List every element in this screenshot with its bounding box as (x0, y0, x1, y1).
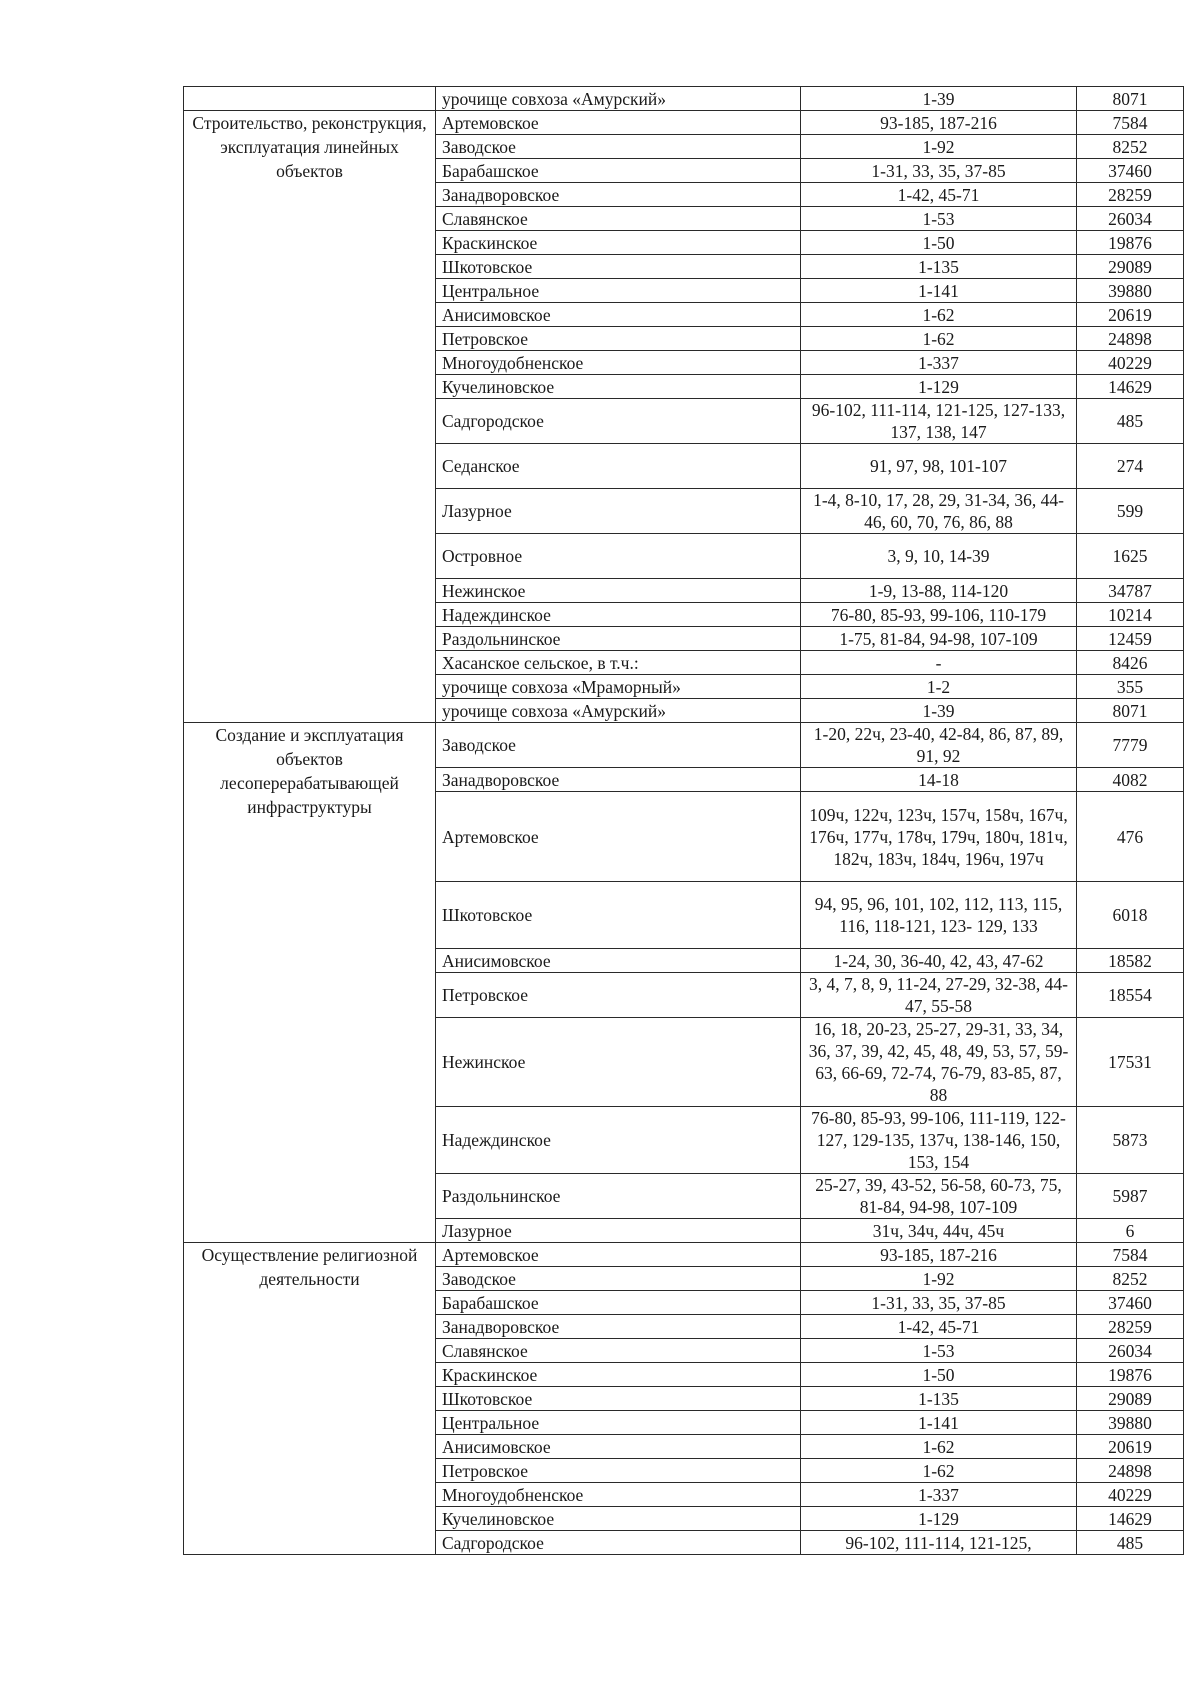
forestry-cell: Барабашское (436, 159, 801, 183)
area-cell: 34787 (1077, 579, 1184, 603)
quarters-cell: 76-80, 85-93, 99-106, 111-119, 122-127, 129-135, 137ч, 138-146, 150, 153, 154 (801, 1107, 1077, 1174)
forestry-cell: Центральное (436, 1411, 801, 1435)
quarters-cell: 1-42, 45-71 (801, 183, 1077, 207)
quarters-cell: 1-92 (801, 135, 1077, 159)
quarters-cell: 96-102, 111-114, 121-125, 127-133, 137, 138, 147 (801, 399, 1077, 444)
forestry-cell: урочище совхоза «Мраморный» (436, 675, 801, 699)
table-body (184, 87, 1184, 1555)
area-cell: 37460 (1077, 1291, 1184, 1315)
area-cell: 40229 (1077, 351, 1184, 375)
quarters-cell: 1-141 (801, 1411, 1077, 1435)
forestry-cell: Артемовское (436, 792, 801, 882)
area-cell: 26034 (1077, 207, 1184, 231)
quarters-cell: 91, 97, 98, 101-107 (801, 444, 1077, 489)
area-cell: 12459 (1077, 627, 1184, 651)
forestry-cell: Шкотовское (436, 882, 801, 949)
forestry-cell: Занадворовское (436, 1315, 801, 1339)
quarters-cell: 1-141 (801, 279, 1077, 303)
quarters-cell: 1-337 (801, 351, 1077, 375)
quarters-cell: 1-42, 45-71 (801, 1315, 1077, 1339)
forestry-cell: Надеждинское (436, 1107, 801, 1174)
table-row (184, 1243, 1184, 1267)
area-cell: 24898 (1077, 327, 1184, 351)
forestry-cell: Занадворовское (436, 768, 801, 792)
quarters-cell: 1-75, 81-84, 94-98, 107-109 (801, 627, 1077, 651)
area-cell: 8426 (1077, 651, 1184, 675)
area-cell: 18582 (1077, 949, 1184, 973)
quarters-cell: 76-80, 85-93, 99-106, 110-179 (801, 603, 1077, 627)
use-type-label: Создание и эксплуатация объектов лесоперерабатывающей инфраструктуры (215, 725, 404, 817)
area-cell: 8252 (1077, 1267, 1184, 1291)
area-cell: 355 (1077, 675, 1184, 699)
forestry-cell: Шкотовское (436, 1387, 801, 1411)
forestry-cell: Нежинское (436, 579, 801, 603)
quarters-cell: 1-337 (801, 1483, 1077, 1507)
area-cell: 6 (1077, 1219, 1184, 1243)
area-cell: 485 (1077, 1531, 1184, 1555)
forestry-cell: Многоудобненское (436, 351, 801, 375)
quarters-cell: 1-62 (801, 1435, 1077, 1459)
forestry-cell: Краскинское (436, 1363, 801, 1387)
use-type-cell (184, 111, 436, 723)
quarters-cell: 31ч, 34ч, 44ч, 45ч (801, 1219, 1077, 1243)
use-type-label: Строительство, реконструкция, эксплуатация линейных объектов (192, 113, 427, 181)
quarters-cell: 1-4, 8-10, 17, 28, 29, 31-34, 36, 44-46, 60, 70, 76, 86, 88 (801, 489, 1077, 534)
area-cell: 7779 (1077, 723, 1184, 768)
area-cell: 18554 (1077, 973, 1184, 1018)
area-cell: 485 (1077, 399, 1184, 444)
quarters-cell: 1-24, 30, 36-40, 42, 43, 47-62 (801, 949, 1077, 973)
forestry-cell: Надеждинское (436, 603, 801, 627)
quarters-cell: 1-62 (801, 1459, 1077, 1483)
forestry-cell: Анисимовское (436, 1435, 801, 1459)
forestry-cell: урочище совхоза «Амурский» (436, 699, 801, 723)
area-cell: 4082 (1077, 768, 1184, 792)
forestry-cell: Садгородское (436, 399, 801, 444)
forestry-cell: Анисимовское (436, 303, 801, 327)
area-cell: 476 (1077, 792, 1184, 882)
forest-use-table (183, 86, 1184, 1555)
quarters-cell: 1-20, 22ч, 23-40, 42-84, 86, 87, 89, 91, 92 (801, 723, 1077, 768)
quarters-cell: 14-18 (801, 768, 1077, 792)
quarters-cell: 93-185, 187-216 (801, 111, 1077, 135)
quarters-cell: 94, 95, 96, 101, 102, 112, 113, 115, 116, 118-121, 123- 129, 133 (801, 882, 1077, 949)
area-cell: 29089 (1077, 1387, 1184, 1411)
quarters-cell: - (801, 651, 1077, 675)
area-cell: 6018 (1077, 882, 1184, 949)
area-cell: 10214 (1077, 603, 1184, 627)
area-cell: 7584 (1077, 111, 1184, 135)
area-cell: 8252 (1077, 135, 1184, 159)
area-cell: 17531 (1077, 1018, 1184, 1107)
forestry-cell: Хасанское сельское, в т.ч.: (436, 651, 801, 675)
area-cell: 28259 (1077, 1315, 1184, 1339)
area-cell: 26034 (1077, 1339, 1184, 1363)
quarters-cell: 1-39 (801, 699, 1077, 723)
area-cell: 14629 (1077, 1507, 1184, 1531)
quarters-cell: 93-185, 187-216 (801, 1243, 1077, 1267)
quarters-cell: 1-53 (801, 1339, 1077, 1363)
forestry-cell: Петровское (436, 973, 801, 1018)
forestry-cell: Садгородское (436, 1531, 801, 1555)
area-cell: 8071 (1077, 87, 1184, 111)
use-type-label: Осуществление религиозной деятельности (201, 1245, 418, 1289)
quarters-cell: 1-53 (801, 207, 1077, 231)
forestry-cell: Центральное (436, 279, 801, 303)
area-cell: 5987 (1077, 1174, 1184, 1219)
area-cell: 29089 (1077, 255, 1184, 279)
area-cell: 24898 (1077, 1459, 1184, 1483)
forestry-cell: Краскинское (436, 231, 801, 255)
area-cell: 1625 (1077, 534, 1184, 579)
forestry-cell: Занадворовское (436, 183, 801, 207)
table-row (184, 111, 1184, 135)
quarters-cell: 1-31, 33, 35, 37-85 (801, 159, 1077, 183)
forestry-cell: Раздольнинское (436, 627, 801, 651)
area-cell: 599 (1077, 489, 1184, 534)
quarters-cell: 1-9, 13-88, 114-120 (801, 579, 1077, 603)
quarters-cell: 1-62 (801, 303, 1077, 327)
area-cell: 28259 (1077, 183, 1184, 207)
area-cell: 19876 (1077, 1363, 1184, 1387)
quarters-cell: 1-2 (801, 675, 1077, 699)
table-row (184, 87, 1184, 111)
quarters-cell: 109ч, 122ч, 123ч, 157ч, 158ч, 167ч, 176ч, 177ч, 178ч, 179ч, 180ч, 181ч, 182ч, 183ч, 184ч, 196ч, 197ч (801, 792, 1077, 882)
forestry-cell: Кучелиновское (436, 1507, 801, 1531)
quarters-cell: 1-129 (801, 1507, 1077, 1531)
forestry-cell: Островное (436, 534, 801, 579)
quarters-cell: 1-50 (801, 231, 1077, 255)
area-cell: 39880 (1077, 279, 1184, 303)
area-cell: 8071 (1077, 699, 1184, 723)
forestry-cell: Кучелиновское (436, 375, 801, 399)
forestry-cell: Петровское (436, 327, 801, 351)
forestry-cell: Заводское (436, 135, 801, 159)
forestry-cell: Седанское (436, 444, 801, 489)
quarters-cell: 1-129 (801, 375, 1077, 399)
forestry-cell: Лазурное (436, 1219, 801, 1243)
area-cell: 7584 (1077, 1243, 1184, 1267)
use-type-cell (184, 87, 436, 111)
quarters-cell: 1-39 (801, 87, 1077, 111)
forestry-cell: Славянское (436, 1339, 801, 1363)
forestry-cell: Анисимовское (436, 949, 801, 973)
quarters-cell: 16, 18, 20-23, 25-27, 29-31, 33, 34, 36, 37, 39, 42, 45, 48, 49, 53, 57, 59-63, 66-69, 72-74, 76-79, 83-85, 87, 88 (801, 1018, 1077, 1107)
quarters-cell: 96-102, 111-114, 121-125, (801, 1531, 1077, 1555)
area-cell: 5873 (1077, 1107, 1184, 1174)
area-cell: 20619 (1077, 303, 1184, 327)
area-cell: 14629 (1077, 375, 1184, 399)
area-cell: 39880 (1077, 1411, 1184, 1435)
quarters-cell: 1-135 (801, 255, 1077, 279)
quarters-cell: 1-92 (801, 1267, 1077, 1291)
use-type-cell (184, 1243, 436, 1555)
forestry-cell: Петровское (436, 1459, 801, 1483)
quarters-cell: 1-135 (801, 1387, 1077, 1411)
quarters-cell: 3, 9, 10, 14-39 (801, 534, 1077, 579)
area-cell: 19876 (1077, 231, 1184, 255)
use-type-cell (184, 723, 436, 1243)
table-row (184, 723, 1184, 768)
quarters-cell: 3, 4, 7, 8, 9, 11-24, 27-29, 32-38, 44-47, 55-58 (801, 973, 1077, 1018)
quarters-cell: 25-27, 39, 43-52, 56-58, 60-73, 75, 81-84, 94-98, 107-109 (801, 1174, 1077, 1219)
area-cell: 20619 (1077, 1435, 1184, 1459)
quarters-cell: 1-31, 33, 35, 37-85 (801, 1291, 1077, 1315)
forestry-cell: Лазурное (436, 489, 801, 534)
quarters-cell: 1-62 (801, 327, 1077, 351)
forestry-cell: Барабашское (436, 1291, 801, 1315)
forestry-cell: Артемовское (436, 111, 801, 135)
forestry-cell: Многоудобненское (436, 1483, 801, 1507)
forestry-cell: Нежинское (436, 1018, 801, 1107)
area-cell: 274 (1077, 444, 1184, 489)
forestry-cell: Славянское (436, 207, 801, 231)
forestry-cell: Раздольнинское (436, 1174, 801, 1219)
area-cell: 40229 (1077, 1483, 1184, 1507)
forestry-cell: Заводское (436, 723, 801, 768)
forestry-cell: Артемовское (436, 1243, 801, 1267)
forestry-cell: урочище совхоза «Амурский» (436, 87, 801, 111)
forestry-cell: Заводское (436, 1267, 801, 1291)
quarters-cell: 1-50 (801, 1363, 1077, 1387)
area-cell: 37460 (1077, 159, 1184, 183)
forestry-cell: Шкотовское (436, 255, 801, 279)
